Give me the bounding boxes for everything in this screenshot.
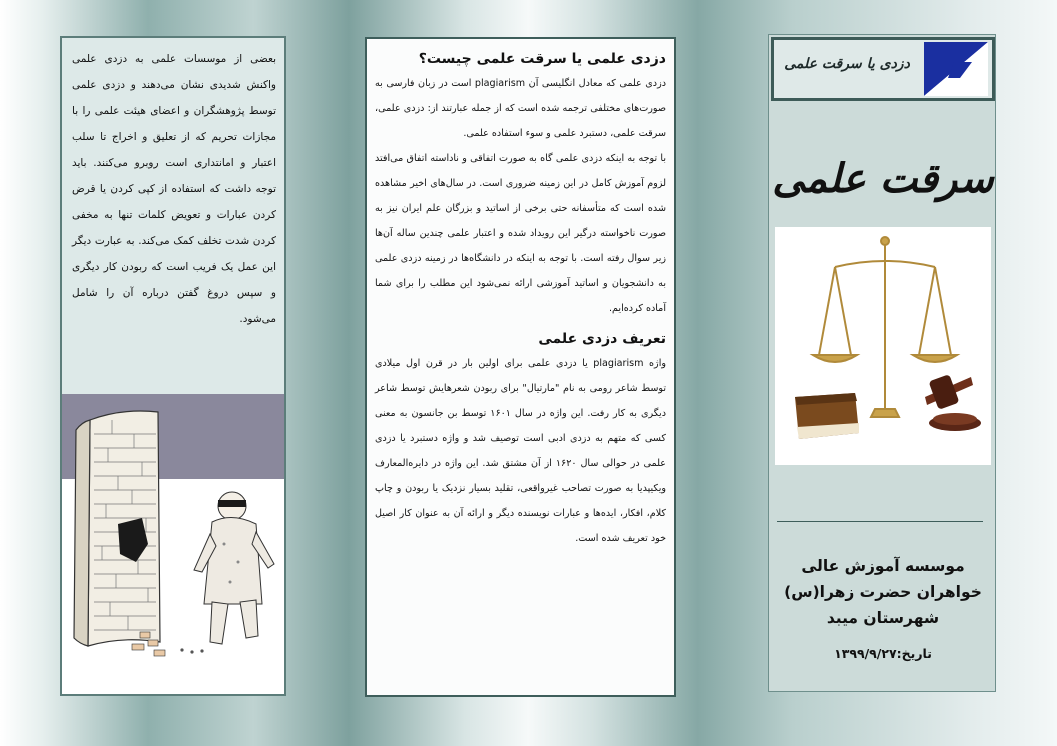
- paragraph-history: واژه plagiarism یا دزدی علمی برای اولین بار در قرن اول میلادی توسط شاعر رومی به نام "مارتیال" برای ربودن شعرهایش توسط شاعر دیگری به کار رفت. این واژه در سال ۱۶۰۱ توسط بن جانسون به معنی کسی که متهم به دزدی ادبی است توصیف شد و واژه دستبرد یا دزدی علمی در حوالی سال ۱۶۲۰ از آن مشتق شد. این واژه در دایره‌المعارف ویکیپدیا به صورت تصاحب غیرواقعی، تقلید بسیار نزدیک یا ربودن و چاپ کلام، افکار، ایده‌ها و عبارات نویسنده دیگر و ارائه آن به عنوان کار اصیل خود تعریف شده است.: [375, 358, 666, 544]
- paragraph-context: با توجه به اینکه دزدی علمی گاه به صورت اتفاقی و ناداسته اتفاق می‌افتد لزوم آموزش کامل در این زمینه ضروری است. در سال‌های اخیر مشاهده شده است که متأسفانه حتی برخی از اساتید و بزرگان علم ایران نیز به صورت ناخواسته درگیر این رویداد شده و اعتبار علمی چندین ساله آن‌ها زیر سوال رفته است. با توجه به اینکه در دانشگاه‌ها در زمینه دزدی علمی به دانشجویان و اساتید آموزشی ارائه نمی‌شود این مطلب را برای شما آماده کرده‌ایم.: [375, 153, 666, 314]
- date-text: تاریخ:۱۳۹۹/۹/۲۷: [834, 646, 932, 661]
- institute-line-3: شهرستان میبد: [826, 609, 940, 627]
- right-panel-cover: [768, 34, 996, 692]
- cover-header-label: دزدی یا سرقت علمی: [784, 56, 910, 72]
- thief-wall-cartoon: [62, 394, 284, 694]
- book-icon: [795, 393, 859, 439]
- cover-divider: [777, 521, 983, 522]
- cover-main-title: سرقت علمی: [772, 155, 994, 202]
- logo-icon: [924, 42, 988, 96]
- heading-what-is-plagiarism: دزدی علمی یا سرقت علمی چیست؟: [418, 51, 666, 67]
- heading-plagiarism-definition: تعریف دزدی علمی: [538, 331, 666, 347]
- institute-line-2: خواهران حضرت زهرا(س): [784, 583, 982, 601]
- scales-of-justice-image: [775, 227, 991, 465]
- left-panel: [60, 36, 286, 696]
- institute-line-1: موسسه آموزش عالی: [801, 557, 965, 575]
- left-panel-text: بعضی از موسسات علمی به دزدی علمی واکنش شدیدی نشان می‌دهند و دزدی علمی توسط پژوهشگران و اعضای هیئت علمی را با مجازات تحریم که از تعلیق و اخراج تا سلب اعتبار و امانتداری است روبرو می‌کنند. باید توجه داشت که استفاده از کپی کردن یا قرض کردن عبارات و تعویض کلمات تنها به مخفی کردن شدت تخلف کمک می‌کند. به عبارت دیگر این عمل یک فریب است که ربودن کار دیگری و سپس دروغ گفتن درباره آن را شامل می‌شود.: [72, 53, 276, 325]
- institute-block: [769, 553, 997, 631]
- cover-header-box: [771, 37, 995, 101]
- middle-panel: [365, 37, 676, 697]
- paragraph-definition-intro: دزدی علمی که معادل انگلیسی آن plagiarism است در زبان فارسی به صورت‌های مختلفی ترجمه شده است که از جمله عبارتند از: دزدی علمی، سرقت علمی، دستبرد علمی و سوء استفاده علمی.: [375, 78, 666, 139]
